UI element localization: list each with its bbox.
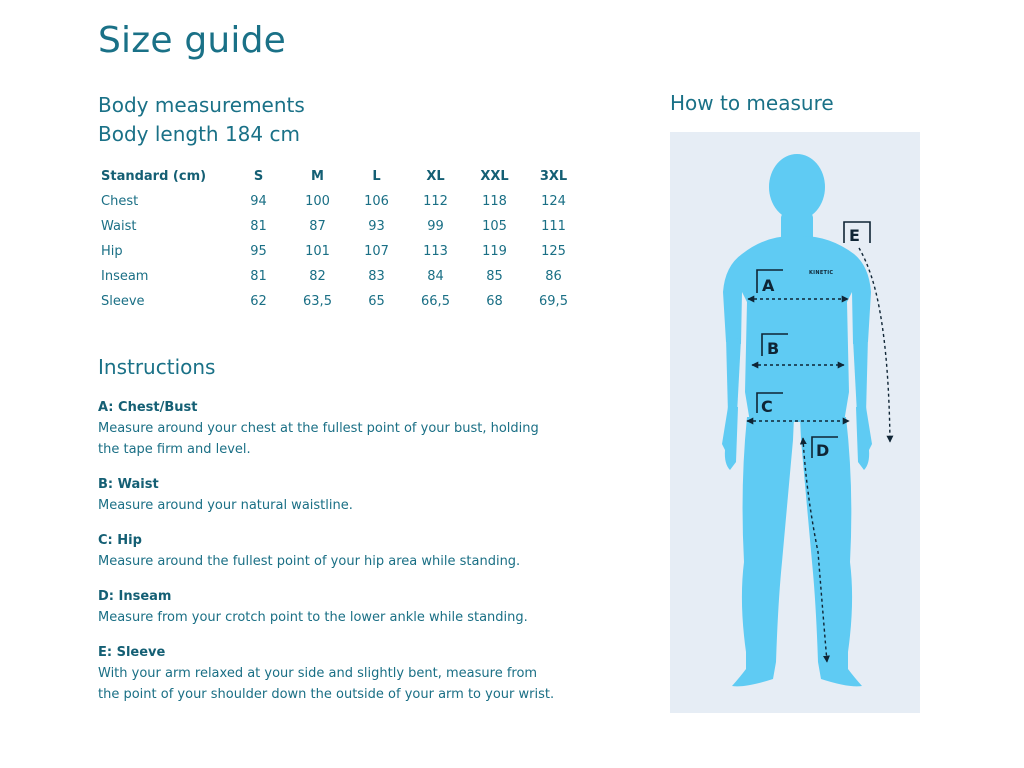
- table-row-chest: [98, 189, 583, 214]
- table-cell: 85: [486, 269, 503, 284]
- table-row-hip: [98, 239, 583, 264]
- brand-logo: KINETIC: [809, 270, 834, 276]
- table-cell: 125: [541, 244, 566, 259]
- row-label: Waist: [101, 219, 137, 234]
- table-cell: 82: [309, 269, 326, 284]
- instruction-text: With your arm relaxed at your side and slightly bent, measure from the point of your shoulder down the outside of your arm to your wrist.: [98, 666, 555, 702]
- table-cell: 63,5: [303, 294, 332, 309]
- instruction-waist: [98, 475, 558, 516]
- instruction-title: E: Sleeve: [98, 645, 166, 660]
- size-header-xxl: XXL: [480, 169, 509, 184]
- table-row-waist: [98, 214, 583, 239]
- table-row-inseam: [98, 264, 583, 289]
- table-cell: 100: [305, 194, 330, 209]
- table-cell: 94: [250, 194, 267, 209]
- table-cell: 87: [309, 219, 326, 234]
- table-cell: 111: [541, 219, 566, 234]
- row-label: Inseam: [101, 269, 149, 284]
- table-cell: 69,5: [539, 294, 568, 309]
- instruction-sleeve: [98, 643, 558, 705]
- size-header-xl: XL: [426, 169, 445, 184]
- body-figure-illustration: [670, 132, 920, 713]
- measure-label-a: A: [762, 276, 775, 295]
- size-table: [98, 164, 583, 314]
- instruction-title: C: Hip: [98, 533, 142, 548]
- measure-label-c: C: [761, 397, 773, 416]
- table-cell: 106: [364, 194, 389, 209]
- table-cell: 84: [427, 269, 444, 284]
- row-label: Hip: [101, 244, 123, 259]
- measurement-figure-panel: [670, 132, 920, 713]
- instruction-hip: [98, 531, 558, 572]
- table-row-sleeve: [98, 289, 583, 314]
- page-title: Size guide: [98, 20, 287, 61]
- instruction-text: Measure around your chest at the fullest point of your bust, holding the tape firm and level.: [98, 421, 539, 457]
- table-cell: 124: [541, 194, 566, 209]
- body-length-subtitle: Body length 184 cm: [98, 122, 300, 146]
- table-cell: 101: [305, 244, 330, 259]
- measure-label-d: D: [816, 441, 830, 460]
- table-cell: 119: [482, 244, 507, 259]
- table-cell: 81: [250, 219, 267, 234]
- size-header-l: L: [372, 169, 381, 184]
- how-to-measure-title: How to measure: [670, 91, 834, 115]
- size-header-s: S: [253, 169, 264, 184]
- table-cell: 66,5: [421, 294, 450, 309]
- instructions-title: Instructions: [98, 355, 216, 379]
- row-label: Sleeve: [101, 294, 145, 309]
- instruction-text: Measure around your natural waistline.: [98, 498, 353, 513]
- table-cell: 105: [482, 219, 507, 234]
- size-table-header-label: Standard (cm): [101, 169, 207, 184]
- instruction-title: D: Inseam: [98, 589, 172, 604]
- table-cell: 68: [486, 294, 503, 309]
- instruction-title: B: Waist: [98, 477, 159, 492]
- table-cell: 93: [368, 219, 385, 234]
- instruction-text: Measure around the fullest point of your hip area while standing.: [98, 554, 521, 569]
- size-header-3xl: 3XL: [539, 169, 568, 184]
- table-cell: 65: [368, 294, 385, 309]
- table-cell: 86: [545, 269, 562, 284]
- table-cell: 95: [250, 244, 267, 259]
- table-cell: 107: [364, 244, 389, 259]
- table-cell: 81: [250, 269, 267, 284]
- row-label: Chest: [101, 194, 139, 209]
- instruction-chest: [98, 398, 558, 460]
- instructions-list: [98, 398, 558, 720]
- table-cell: 83: [368, 269, 385, 284]
- body-measurements-heading: [98, 91, 305, 149]
- instruction-text: Measure from your crotch point to the lower ankle while standing.: [98, 610, 528, 625]
- body-measurements-title: Body measurements: [98, 93, 305, 117]
- instruction-inseam: [98, 587, 558, 628]
- size-header-m: M: [311, 169, 324, 184]
- table-cell: 99: [427, 219, 444, 234]
- table-cell: 113: [423, 244, 448, 259]
- table-cell: 62: [250, 294, 267, 309]
- measure-label-e: E: [849, 226, 860, 245]
- size-table-header-row: [98, 164, 583, 189]
- table-cell: 112: [423, 194, 448, 209]
- measure-label-b: B: [767, 339, 780, 358]
- instruction-title: A: Chest/Bust: [98, 400, 198, 415]
- table-cell: 118: [482, 194, 507, 209]
